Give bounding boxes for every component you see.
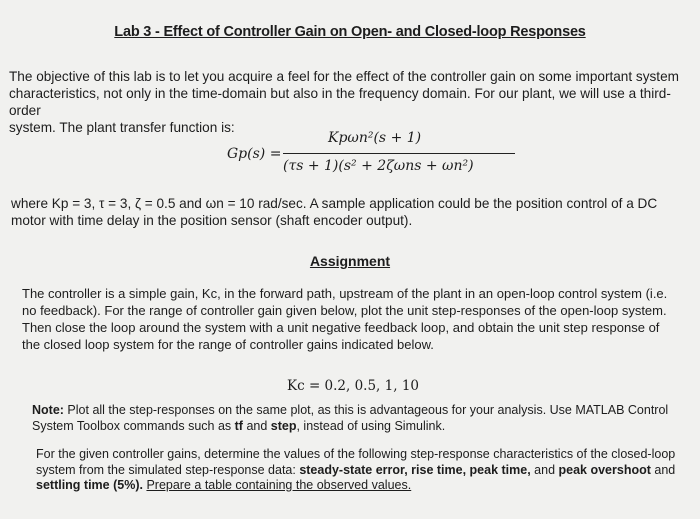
transfer-function-denominator: (τs + 1)(s² + 2ζωns + ωn²) <box>283 158 474 174</box>
assignment-paragraph <box>22 285 667 353</box>
note-text: Plot all the step-responses on the same plot, as this is advantageous for your analysis. Use MATLAB Control <box>63 403 669 417</box>
parameters-line: where Kp = 3, τ = 3, ζ = 0.5 and ωn = 10 rad/sec. A sample application could be the position control of a DC <box>11 196 658 211</box>
assignment-line: the closed loop system for the range of controller gains indicated below. <box>22 337 434 352</box>
transfer-function-lhs: Gp(s) = <box>227 146 282 162</box>
closing-text: system from the simulated step-response data: <box>36 462 300 477</box>
fraction-bar <box>283 153 515 154</box>
closing-line: For the given controller gains, determine the values of the following step-response characteristics of the closed-loop <box>36 447 676 461</box>
transfer-function-numerator: Kpωn²(s + 1) <box>328 130 422 146</box>
page-title: Lab 3 - Effect of Controller Gain on Open- and Closed-loop Responses <box>114 24 586 40</box>
note-label: Note: <box>32 403 64 417</box>
note-line <box>32 403 668 419</box>
closing-text: and <box>650 462 676 477</box>
assignment-line: The controller is a simple gain, Kc, in the forward path, upstream of the plant in an open-loop control system (i.e. <box>22 286 668 301</box>
characteristic-settling-time: settling time (5%). <box>36 478 143 492</box>
note-paragraph <box>32 403 668 434</box>
intro-line: system. The plant transfer function is: <box>9 120 235 135</box>
assignment-heading: Assignment <box>309 253 391 269</box>
note-line <box>32 419 668 435</box>
table-instruction: Prepare a table containing the observed values. <box>146 478 412 492</box>
intro-paragraph <box>9 68 700 136</box>
assignment-line: Then close the loop around the system with a unit negative feedback loop, and obtain the unit step response of <box>22 320 660 335</box>
command-tf: tf <box>234 418 243 433</box>
closing-line <box>36 478 675 494</box>
note-text: System Toolbox commands such as <box>32 418 235 433</box>
command-step: step <box>270 418 297 433</box>
characteristics-list: steady-state error, rise time, peak time, <box>299 462 531 477</box>
parameters-line: motor with time delay in the position sensor (shaft encoder output). <box>11 213 413 228</box>
intro-line: The objective of this lab is to let you acquire a feel for the effect of the controller gain on some important system <box>9 69 679 84</box>
note-text: and <box>242 418 271 433</box>
note-text: , instead of using Simulink. <box>296 418 446 433</box>
intro-line: characteristics, not only in the time-domain but also in the frequency domain. For our plant, we will use a third-order <box>9 86 671 118</box>
closing-text: and <box>530 462 559 477</box>
characteristic-overshoot: peak overshoot <box>558 462 651 477</box>
assignment-line: no feedback). For the range of controller gain given below, plot the unit step-responses of the open-loop system. <box>22 303 667 318</box>
parameters-paragraph <box>11 195 657 229</box>
controller-gain-values: Kc = 0.2, 0.5, 1, 10 <box>287 378 419 394</box>
closing-line <box>36 463 675 479</box>
closing-paragraph <box>36 447 675 494</box>
